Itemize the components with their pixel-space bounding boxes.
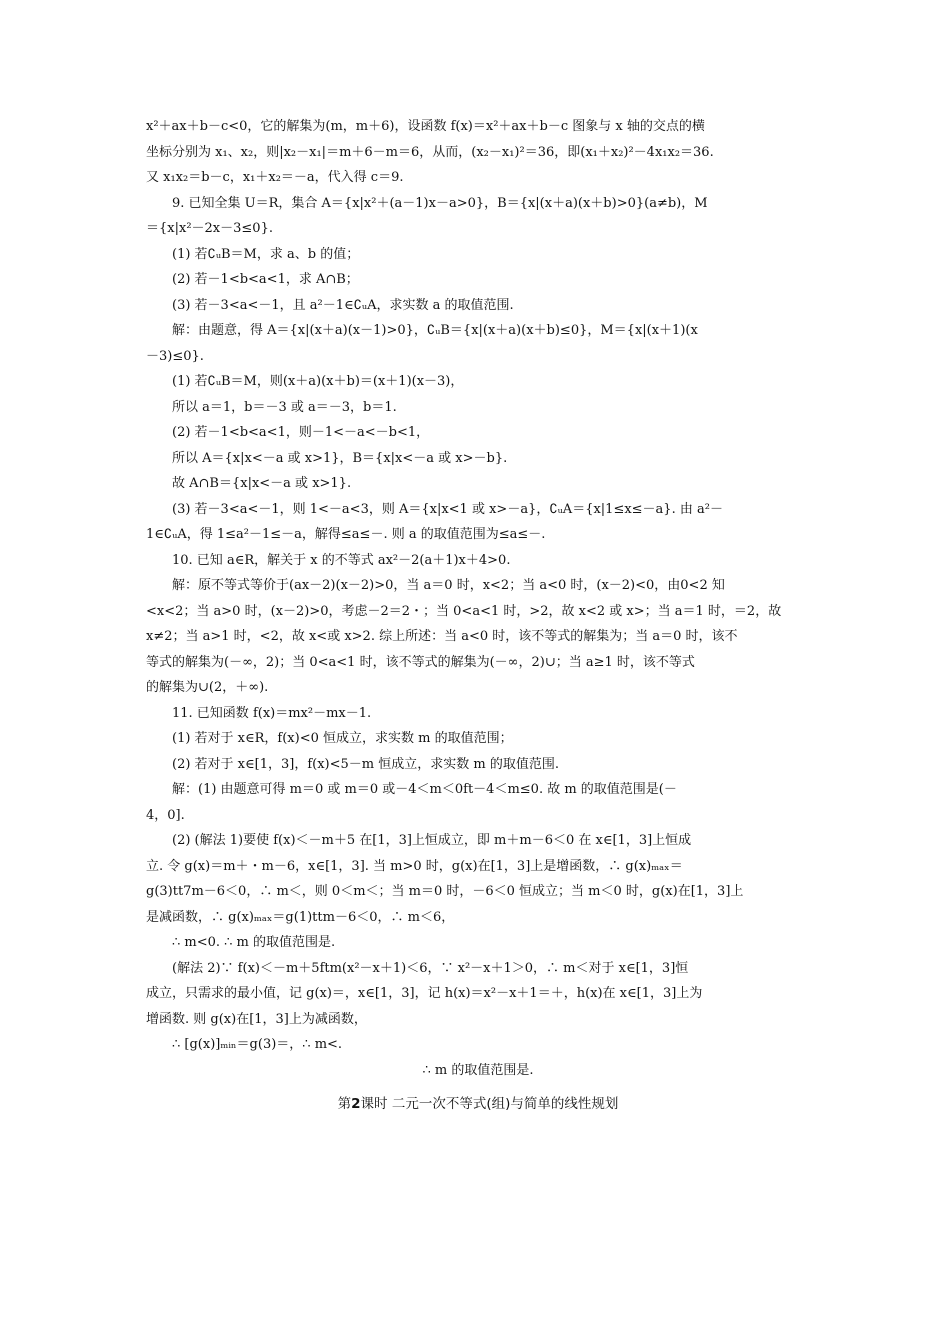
- text-line: 故 A∩B＝{x|x<－a 或 x>1}.: [172, 476, 352, 491]
- text-line: g(3)tt7m－6＜0，∴ m＜，则 0＜m＜；当 m＝0 时，－6＜0 恒成立；当 m＜0 时，g(x)在[1，3]上: [146, 884, 744, 899]
- document-body: [146, 114, 810, 1118]
- text-line: 所以 a＝1，b＝－3 或 a＝－3，b＝1.: [172, 399, 397, 415]
- text-line: 9. 已知全集 U＝R，集合 A＝{x|x²＋(a－1)x－a>0}，B＝{x|(x＋a)(x＋b)>0}(a≠b)，M: [172, 195, 708, 211]
- text-line: 又 x₁x₂＝b－c，x₁＋x₂＝－a，代入得 c＝9.: [146, 170, 404, 185]
- text-line: (解法 2)∵ f(x)＜－m＋5ftm(x²－x＋1)＜6，∵ x²－x＋1＞0，∴ m＜对于 x∈[1，3]恒: [172, 960, 689, 976]
- text-line: 1∈∁ᵤA，得 1≤a²－1≤－a，解得≤a≤－. 则 a 的取值范围为≤a≤－.: [146, 527, 546, 542]
- text-line: (2) 若－1<b<a<1，求 A∩B；: [172, 272, 359, 287]
- text-line: 增函数. 则 g(x)在[1，3]上为减函数，: [146, 1011, 367, 1027]
- text-line: 是减函数，∴ g(x)ₘₐₓ＝g(1)ttm－6＜0，∴ m＜6，: [146, 909, 455, 925]
- heading-prefix: 第: [337, 1096, 352, 1112]
- text-line: 立. 令 g(x)＝m＋・m－6，x∈[1，3]. 当 m>0 时，g(x)在[1，3]上是增函数，∴ g(x)ₘₐₓ＝: [146, 858, 683, 874]
- text-line: 所以 A＝{x|x<－a 或 x>1}，B＝{x|x<－a 或 x>－b}.: [172, 450, 508, 466]
- text-line: ∴ [g(x)]ₘᵢₙ＝g(3)＝，∴ m<.: [172, 1037, 343, 1052]
- text-line: 成立，只需求的最小值，记 g(x)＝，x∈[1，3]，记 h(x)＝x²－x＋1＝＋，h(x)在 x∈[1，3]上为: [146, 986, 703, 1001]
- text-line: <x<2；当 a>0 时，(x－2)>0，考虑－2＝2・；当 0<a<1 时，>2，故 x<2 或 x>；当 a＝1 时，＝2，故: [146, 603, 782, 619]
- text-line: －3)≤0}.: [146, 348, 204, 364]
- text-line: (1) 若∁ᵤB＝M，则(x＋a)(x＋b)＝(x＋1)(x－3)，: [172, 374, 464, 389]
- text-line: (3) 若－3<a<－1，且 a²－1∈∁ᵤA，求实数 a 的取值范围.: [172, 297, 514, 313]
- text-line: 的解集为∪(2，＋∞).: [146, 680, 269, 695]
- text-line: ∴ m<0. ∴ m 的取值范围是.: [172, 935, 336, 950]
- text-line: (2) (解法 1)要使 f(x)＜－m＋5 在[1，3]上恒成立，即 m＋m－6＜0 在 x∈[1，3]上恒成: [172, 833, 692, 848]
- text-line: 11. 已知函数 f(x)＝mx²－mx－1.: [172, 705, 372, 721]
- text-line: (2) 若－1<b<a<1，则－1<－a<－b<1，: [172, 425, 430, 440]
- text-line: 解：原不等式等价于(ax－2)(x－2)>0，当 a＝0 时，x<2；当 a<0 时，(x－2)<0，由0<2 知: [172, 578, 725, 593]
- heading-number: 2: [351, 1096, 361, 1112]
- text-line: ＝{x|x²－2x－3≤0}.: [146, 221, 273, 236]
- heading-title: 课时 二元一次不等式(组)与简单的线性规划: [360, 1096, 619, 1112]
- text-line: 4，0].: [146, 807, 185, 823]
- section-heading: [146, 1092, 810, 1118]
- text-line: 等式的解集为(－∞，2)；当 0<a<1 时，该不等式的解集为(－∞，2)∪；当 a≥1 时，该不等式: [146, 654, 695, 670]
- text-line: x²＋ax＋b－c<0，它的解集为(m，m＋6)，设函数 f(x)＝x²＋ax＋b－c 图象与 x 轴的交点的横: [146, 119, 705, 134]
- text-line: (3) 若－3<a<－1，则 1<－a<3，则 A＝{x|x<1 或 x>－a}，∁ᵤA＝{x|1≤x≤－a}. 由 a²－: [172, 501, 723, 517]
- text-line: (1) 若∁ᵤB＝M，求 a、b 的值；: [172, 246, 360, 262]
- text-line: x≠2；当 a>1 时，<2，故 x<或 x>2. 综上所述：当 a<0 时，该不等式的解集为；当 a＝0 时，该不: [146, 629, 738, 644]
- text-line: (2) 若对于 x∈[1，3]，f(x)<5－m 恒成立，求实数 m 的取值范围.: [172, 756, 559, 772]
- text-line: 10. 已知 a∈R，解关于 x 的不等式 ax²－2(a＋1)x＋4>0.: [172, 552, 511, 568]
- text-line: ∴ m 的取值范围是.: [422, 1062, 534, 1078]
- text-line: 解：由题意，得 A＝{x|(x＋a)(x－1)>0}，∁ᵤB＝{x|(x＋a)(x＋b)≤0}，M＝{x|(x＋1)(x: [172, 323, 698, 338]
- text-line: (1) 若对于 x∈R，f(x)<0 恒成立，求实数 m 的取值范围；: [172, 731, 513, 746]
- text-line: 坐标分别为 x₁、x₂，则|x₂－x₁|＝m＋6－m＝6，从而，(x₂－x₁)²＝36，即(x₁＋x₂)²－4x₁x₂＝36.: [146, 144, 714, 160]
- text-line: 解：(1) 由题意可得 m＝0 或 m＝0 或－4＜m＜0ft－4＜m≤0. 故 m 的取值范围是(－: [172, 782, 677, 797]
